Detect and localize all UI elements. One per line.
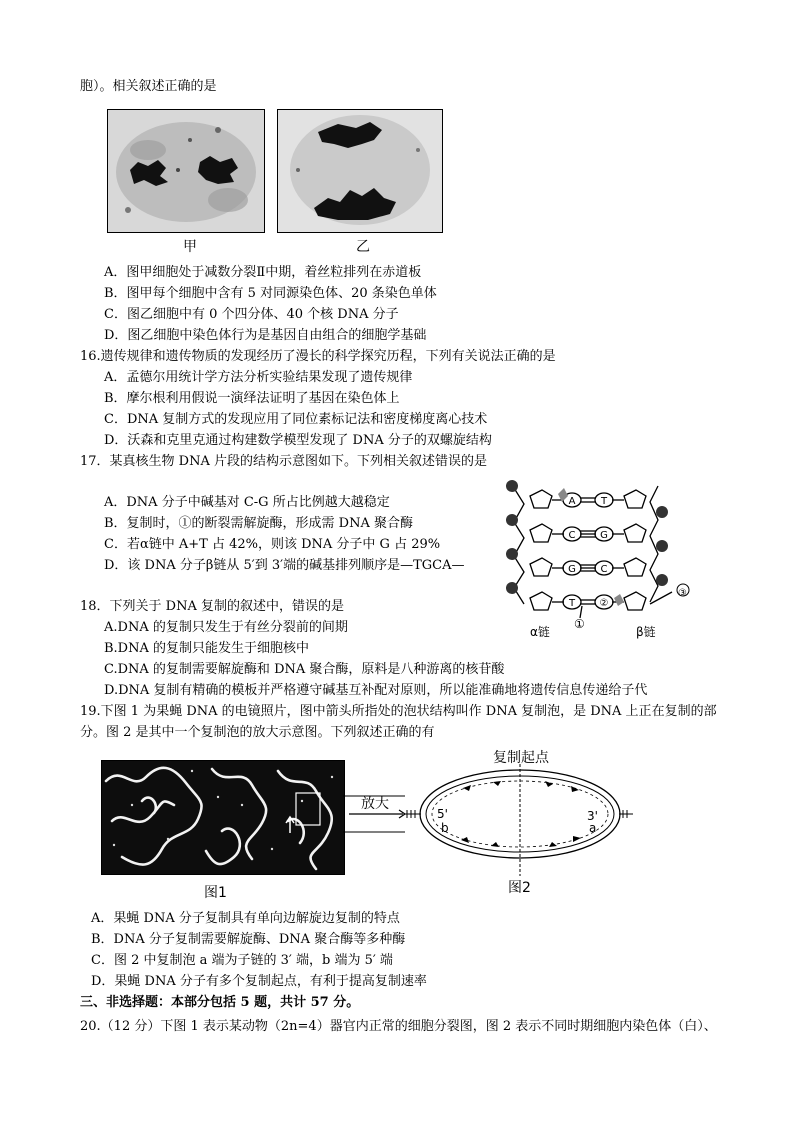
q18-option-c: C.DNA 的复制需要解旋酶和 DNA 聚合酶，原料是八种游离的核苷酸 <box>104 662 505 677</box>
q18-option-a: A.DNA 的复制只发生于有丝分裂前的间期 <box>104 620 348 635</box>
mark-one: ① <box>574 617 585 631</box>
q17-option-b: B．复制时，①的断裂需解旋酶，形成需 DNA 聚合酶 <box>104 516 414 531</box>
q17-stem: 17．某真核生物 DNA 片段的结构示意图如下。下列相关叙述错误的是 <box>80 454 487 469</box>
q16-option-b: B．摩尔根利用假说一演绎法证明了基因在染色体上 <box>104 391 400 406</box>
q16-option-d: D．沃森和克里克通过构建数学模型发现了 DNA 分子的双螺旋结构 <box>104 433 492 448</box>
q19-stem-line2: 分。图 2 是其中一个复制泡的放大示意图。下列叙述正确的有 <box>80 725 435 740</box>
q19-stem-line1: 19.下图 1 为果蝇 DNA 的电镜照片，图中箭头所指处的泡状结构叫作 DNA 复制泡，是 DNA 上正在复制的部 <box>80 704 717 719</box>
q15-option-a: A．图甲细胞处于减数分裂Ⅱ中期，着丝粒排列在赤道板 <box>104 265 422 280</box>
fruitfly-dna-micrograph <box>101 760 345 875</box>
section-three-heading: 三、非选择题：本部分包括 5 题，共计 57 分。 <box>80 995 360 1010</box>
q15-option-c: C．图乙细胞中有 0 个四分体、40 个核 DNA 分子 <box>104 307 399 322</box>
base-right-3: C <box>600 564 608 575</box>
q15-option-b: B．图甲每个细胞中含有 5 对同源染色体、20 条染色单体 <box>104 286 437 301</box>
q19-option-c: C．图 2 中复制泡 a 端为子链的 3′ 端，b 端为 5′ 端 <box>91 953 393 968</box>
micrograph-jia <box>107 109 265 233</box>
q15-intro: 胞）。相关叙述正确的是 <box>80 79 217 94</box>
end-label-3prime: 3' <box>587 809 598 823</box>
fig1-label: 图1 <box>204 885 227 901</box>
base-right-1: T <box>600 496 608 507</box>
q17-option-c: C．若α链中 A+T 占 42%，则该 DNA 分子中 G 占 29% <box>104 537 441 552</box>
base-right-2: G <box>600 530 608 541</box>
q19-option-d: D．果蝇 DNA 分子有多个复制起点，有利于提高复制速率 <box>91 974 427 989</box>
zoom-label: 放大 <box>361 796 389 812</box>
q18-option-b: B.DNA 的复制只能发生于细胞核中 <box>104 641 310 656</box>
mark-three: ③ <box>678 588 687 599</box>
q20-stem: 20.（12 分）下图 1 表示某动物（2n=4）器官内正常的细胞分裂图，图 2 表示不同时期细胞内染色体（白）、 <box>80 1019 717 1034</box>
base-right-4: ② <box>599 598 609 609</box>
q16-stem: 16.遗传规律和遗传物质的发现经历了漫长的科学探究历程，下列有关说法正确的是 <box>80 349 556 364</box>
base-left-1: A <box>568 496 576 507</box>
q16-option-c: C．DNA 复制方式的发现应用了同位素标记法和密度梯度离心技术 <box>104 412 488 427</box>
q18-stem: 18．下列关于 DNA 复制的叙述中，错误的是 <box>80 599 344 614</box>
end-label-5prime: 5' <box>437 807 448 821</box>
end-label-a: a <box>589 821 597 835</box>
fig-label-jia: 甲 <box>183 239 197 255</box>
q19-option-a: A．果蝇 DNA 分子复制具有单向边解旋边复制的特点 <box>91 911 400 926</box>
q17-option-d: D．该 DNA 分子β链从 5′到 3′端的碱基排列顺序是—TGCA— <box>104 558 465 573</box>
q18-option-d: D.DNA 复制有精确的模板并严格遵守碱基互补配对原则，所以能准确地将遗传信息传递给子代 <box>104 683 648 698</box>
micrograph-yi <box>277 109 443 233</box>
replication-bubble-diagram <box>343 746 643 896</box>
q16-option-a: A．孟德尔用统计学方法分析实验结果发现了遗传规律 <box>104 370 413 385</box>
base-left-4: T <box>568 598 576 609</box>
base-left-2: C <box>568 530 576 541</box>
fig2-label: 图2 <box>508 880 531 896</box>
end-label-b: b <box>441 821 449 835</box>
fig-label-yi: 乙 <box>356 239 370 255</box>
base-left-3: G <box>568 564 576 575</box>
q15-option-d: D．图乙细胞中染色体行为是基因自由组合的细胞学基础 <box>104 328 427 343</box>
beta-chain-label: β链 <box>636 625 656 639</box>
q17-option-a: A．DNA 分子中碱基对 C-G 所占比例越大越稳定 <box>104 495 390 510</box>
dna-structure-diagram <box>500 476 700 646</box>
q19-option-b: B．DNA 分子复制需要解旋酶、DNA 聚合酶等多种酶 <box>91 932 406 947</box>
origin-label: 复制起点 <box>493 750 549 766</box>
alpha-chain-label: α链 <box>530 625 550 639</box>
